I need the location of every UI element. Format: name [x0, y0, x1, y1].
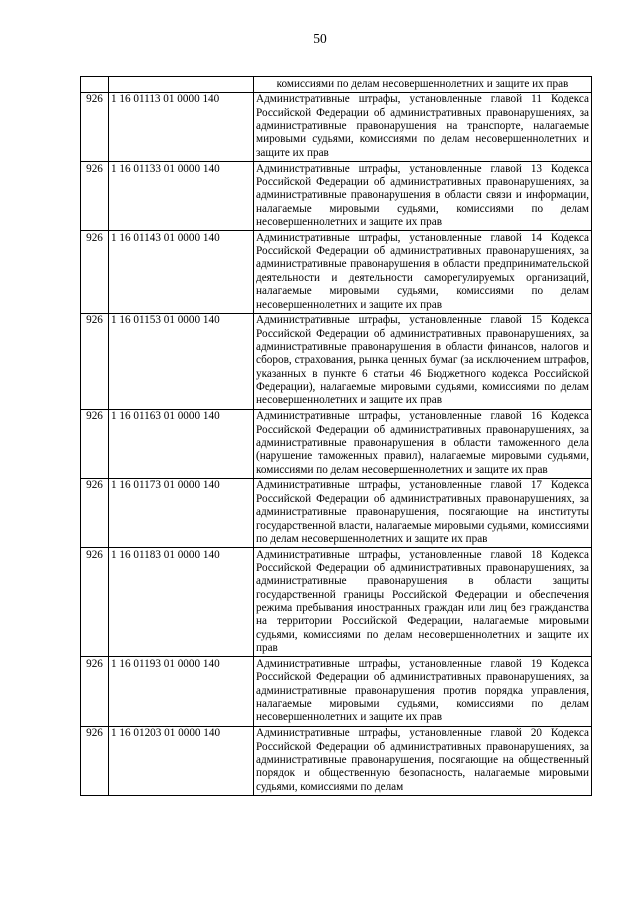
description-cell: Административные штрафы, установленные главой 16 Кодекса Российской Федерации об административных правонарушениях, за административные правонарушения в области таможенного дела (нарушение таможенных правил), налагаемые мировыми судьями, комиссиями по делам несовершеннолетних и защите их прав: [254, 409, 592, 478]
description-cell: Административные штрафы, установленные главой 17 Кодекса Российской Федерации об административных правонарушениях, за административные правонарушения, посягающие на институты государственной власти, налагаемые мировыми судьями, комиссиями по делам несовершеннолетних и защите их прав: [254, 478, 592, 547]
budget-code-cell: 1 16 01173 01 0000 140: [109, 478, 254, 547]
budget-code-cell: 1 16 01193 01 0000 140: [109, 657, 254, 726]
table-row: [81, 231, 592, 314]
table-row: [81, 313, 592, 409]
admin-code-cell: 926: [81, 231, 109, 314]
budget-code-cell: 1 16 01203 01 0000 140: [109, 726, 254, 795]
budget-classification-table: [80, 76, 592, 796]
budget-code-cell: 1 16 01143 01 0000 140: [109, 231, 254, 314]
table-body: [81, 77, 592, 796]
admin-code-cell: 926: [81, 162, 109, 231]
admin-code-cell: 926: [81, 657, 109, 726]
description-cell: комиссиями по делам несовершеннолетних и защите их прав: [254, 77, 592, 93]
admin-code-cell: 926: [81, 548, 109, 657]
table-row: [81, 478, 592, 547]
description-cell: Административные штрафы, установленные главой 11 Кодекса Российской Федерации об административных правонарушениях, за административные правонарушения на транспорте, налагаемые мировыми судьями, комиссиями по делам несовершеннолетних и защите их прав: [254, 92, 592, 161]
admin-code-cell: 926: [81, 313, 109, 409]
table-row: [81, 548, 592, 657]
description-cell: Административные штрафы, установленные главой 20 Кодекса Российской Федерации об административных правонарушениях, за административные правонарушения, посягающие на общественный порядок и общественную безопасность, налагаемые мировыми судьями, комиссиями по делам: [254, 726, 592, 795]
budget-code-cell: 1 16 01163 01 0000 140: [109, 409, 254, 478]
table-row: [81, 92, 592, 161]
table-row: [81, 726, 592, 795]
admin-code-cell: 926: [81, 726, 109, 795]
table-row: [81, 162, 592, 231]
description-cell: Административные штрафы, установленные главой 13 Кодекса Российской Федерации об административных правонарушениях, за административные правонарушения в области связи и информации, налагаемые мировыми судьями, комиссиями по делам несовершеннолетних и защите их прав: [254, 162, 592, 231]
table-row: [81, 409, 592, 478]
admin-code-cell: 926: [81, 478, 109, 547]
admin-code-cell: [81, 77, 109, 93]
description-cell: Административные штрафы, установленные главой 19 Кодекса Российской Федерации об административных правонарушениях, за административные правонарушения против порядка управления, налагаемые мировыми судьями, комиссиями по делам несовершеннолетних и защите их прав: [254, 657, 592, 726]
table-row-continuation: [81, 77, 592, 93]
description-cell: Административные штрафы, установленные главой 15 Кодекса Российской Федерации об административных правонарушениях, за административные правонарушения в области финансов, налогов и сборов, страхования, рынка ценных бумаг (за исключением штрафов, указанных в пункте 6 статьи 46 Бюджетного кодекса Российской Федерации), налагаемые мировыми судьями, комиссиями по делам несовершеннолетних и защите их прав: [254, 313, 592, 409]
table-row: [81, 657, 592, 726]
page-number: 50: [313, 31, 327, 46]
budget-code-cell: 1 16 01133 01 0000 140: [109, 162, 254, 231]
budget-code-cell: 1 16 01153 01 0000 140: [109, 313, 254, 409]
admin-code-cell: 926: [81, 409, 109, 478]
budget-code-cell: [109, 77, 254, 93]
budget-code-cell: 1 16 01183 01 0000 140: [109, 548, 254, 657]
description-cell: Административные штрафы, установленные главой 14 Кодекса Российской Федерации об административных правонарушениях, за административные правонарушения в области предпринимательской деятельности и деятельности саморегулируемых организаций, налагаемые мировыми судьями, комиссиями по делам несовершеннолетних и защите их прав: [254, 231, 592, 314]
admin-code-cell: 926: [81, 92, 109, 161]
budget-code-cell: 1 16 01113 01 0000 140: [109, 92, 254, 161]
description-cell: Административные штрафы, установленные главой 18 Кодекса Российской Федерации об административных правонарушениях, за административные правонарушения в области защиты государственной границы Российской Федерации и обеспечения режима пребывания иностранных граждан или лиц без гражданства на территории Российской Федерации, налагаемые мировыми судьями, комиссиями по делам несовершеннолетних и защите их прав: [254, 548, 592, 657]
